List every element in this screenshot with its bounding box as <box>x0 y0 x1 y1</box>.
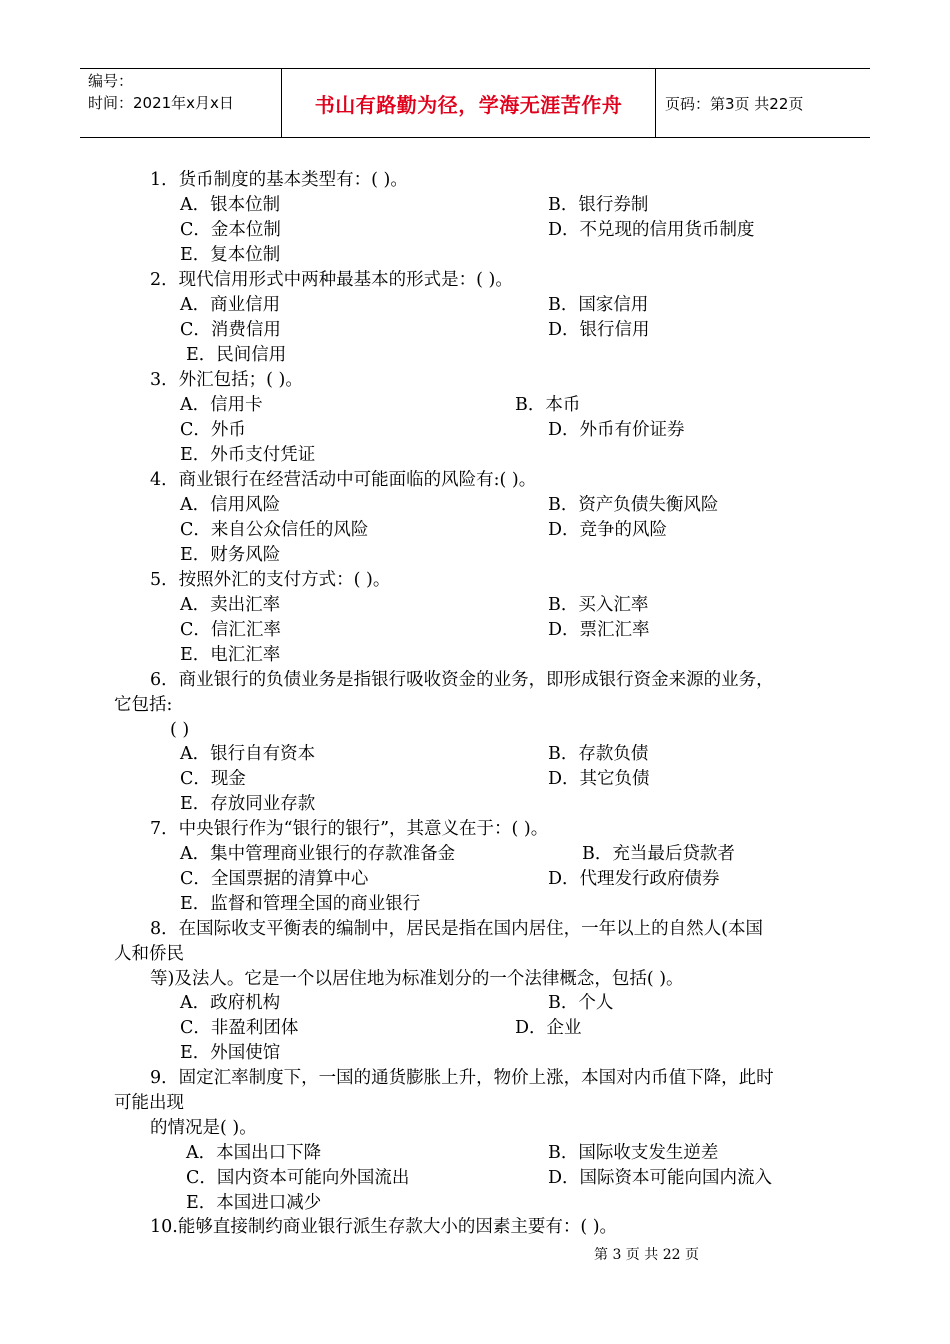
motto: 书山有路勤为径，学海无涯苦作舟 <box>282 69 656 137</box>
option: B．本币 <box>515 395 581 415</box>
page-label: 页码：第3页 共22页 <box>665 94 804 113</box>
header-info <box>80 69 282 137</box>
question-stem-cont: 可能出现 <box>114 1093 184 1113</box>
question-stem: 1．货币制度的基本类型有：( )。 <box>150 170 408 190</box>
option: B．存款负债 <box>548 744 649 764</box>
question-stem: 3．外汇包括；( )。 <box>150 370 303 390</box>
option: B．充当最后贷款者 <box>582 844 735 864</box>
option: B．国际收支发生逆差 <box>548 1143 719 1163</box>
option: B．国家信用 <box>548 295 649 315</box>
option: E．电汇汇率 <box>180 645 281 665</box>
option: D．竞争的风险 <box>548 520 668 540</box>
option: D．国际资本可能向国内流入 <box>548 1168 773 1188</box>
option: A．商业信用 <box>180 295 281 315</box>
question-stem-cont: ( ) <box>170 720 190 740</box>
option: E．外国使馆 <box>180 1043 281 1063</box>
option: D．票汇汇率 <box>548 620 650 640</box>
option: C．来自公众信任的风险 <box>180 520 369 540</box>
option: C．非盈利团体 <box>180 1018 299 1038</box>
page-footer: 第 3 页 共 22 页 <box>594 1247 699 1263</box>
option: D．企业 <box>515 1018 582 1038</box>
question-stem: 4．商业银行在经营活动中可能面临的风险有:( )。 <box>150 470 537 490</box>
option: A．银本位制 <box>180 195 281 215</box>
option: C．现金 <box>180 769 246 789</box>
question-stem: 6．商业银行的负债业务是指银行吸收资金的业务，即形成银行资金来源的业务， <box>150 670 774 690</box>
option: E．本国进口减少 <box>186 1193 322 1213</box>
option: E．复本位制 <box>180 245 281 265</box>
option: C．金本位制 <box>180 220 281 240</box>
option: A．本国出口下降 <box>186 1143 322 1163</box>
number-label: 编号： <box>88 72 134 90</box>
option: D．代理发行政府债券 <box>548 869 720 889</box>
option: E．外币支付凭证 <box>180 445 316 465</box>
option: A．信用风险 <box>180 495 281 515</box>
option: C．国内资本可能向外国流出 <box>186 1168 410 1188</box>
question-stem-cont: 等)及法人。它是一个以居住地为标准划分的一个法律概念，包括( )。 <box>150 969 684 989</box>
option: E．监督和管理全国的商业银行 <box>180 894 421 914</box>
question-stem-cont: 的情况是( )。 <box>150 1118 257 1138</box>
option: B．买入汇率 <box>548 595 649 615</box>
question-stem: 2．现代信用形式中两种最基本的形式是：( )。 <box>150 270 513 290</box>
question-stem: 8．在国际收支平衡表的编制中，居民是指在国内居住，一年以上的自然人(本国 <box>150 919 763 939</box>
time-label: 时间：2021年x月x日 <box>88 94 234 112</box>
option: E．存放同业存款 <box>180 794 316 814</box>
option: C．消费信用 <box>180 320 281 340</box>
option: B．银行券制 <box>548 195 649 215</box>
option: B．个人 <box>548 993 614 1013</box>
option: E．民间信用 <box>186 345 287 365</box>
option: D．其它负债 <box>548 769 650 789</box>
option: C．信汇汇率 <box>180 620 281 640</box>
option: B．资产负债失衡风险 <box>548 495 719 515</box>
option: D．外币有价证券 <box>548 420 685 440</box>
option: A．政府机构 <box>180 993 281 1013</box>
option: C．全国票据的清算中心 <box>180 869 369 889</box>
question-stem-cont: 人和侨民 <box>114 944 184 964</box>
option: A．信用卡 <box>180 395 263 415</box>
question-stem: 10.能够直接制约商业银行派生存款大小的因素主要有：( )。 <box>150 1217 618 1237</box>
option: D．不兑现的信用货币制度 <box>548 220 755 240</box>
question-stem: 9．固定汇率制度下，一国的通货膨胀上升，物价上涨，本国对内币值下降，此时 <box>150 1068 774 1088</box>
option: A．卖出汇率 <box>180 595 281 615</box>
page-header <box>80 68 870 138</box>
question-stem: 7．中央银行作为“银行的银行”，其意义在于：( )。 <box>150 819 549 839</box>
option: C．外币 <box>180 420 246 440</box>
question-stem: 5．按照外汇的支付方式：( )。 <box>150 570 391 590</box>
question-stem-cont: 它包括: <box>114 695 173 715</box>
option: D．银行信用 <box>548 320 650 340</box>
option: A．银行自有资本 <box>180 744 316 764</box>
option: E．财务风险 <box>180 545 281 565</box>
option: A．集中管理商业银行的存款准备金 <box>180 844 456 864</box>
